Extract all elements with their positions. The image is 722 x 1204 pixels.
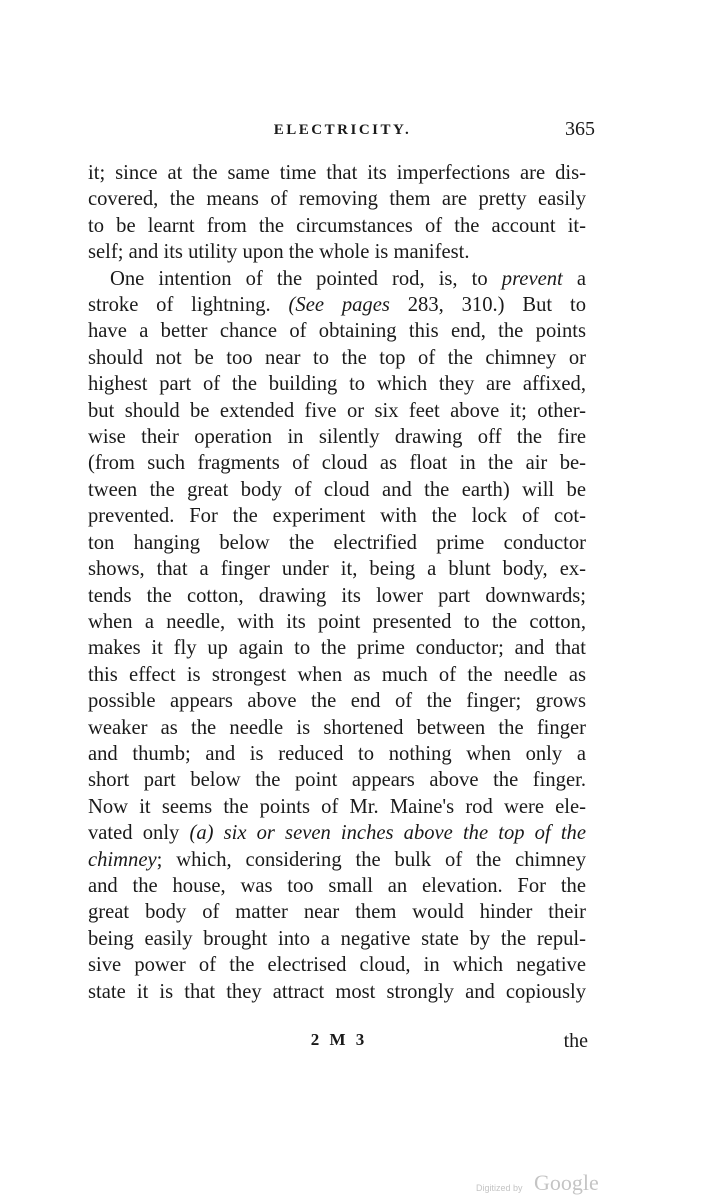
text-line <box>88 556 586 582</box>
text-segment: 283, 310.) But to <box>389 294 586 317</box>
text-segment: covered, the means of removing them are pretty easily <box>88 188 586 211</box>
text-line <box>88 741 586 767</box>
watermark-small-text: Digitized by <box>476 1183 523 1193</box>
text-segment: and thumb; and is reduced to nothing when only a <box>88 742 586 765</box>
text-line <box>88 530 586 556</box>
text-line <box>88 794 586 820</box>
text-line <box>88 820 586 846</box>
text-line <box>88 503 586 529</box>
text-segment: ; which, considering the bulk of the chimney <box>156 848 586 871</box>
google-logo-text: Google <box>534 1170 599 1195</box>
text-line <box>88 979 586 1005</box>
italic-text: (See pages <box>288 294 390 317</box>
text-segment: great body of matter near them would hinder their <box>88 901 586 924</box>
text-line <box>88 688 586 714</box>
text-line <box>88 239 586 265</box>
text-segment: stroke of lightning. <box>88 294 289 317</box>
italic-text: (a) six or seven inches above the top of the <box>189 822 586 845</box>
text-line <box>88 635 586 661</box>
text-segment: ton hanging below the electrified prime conductor <box>88 531 586 554</box>
text-segment: wise their operation in silently drawing off the fire <box>88 426 586 449</box>
page-number: 365 <box>565 118 595 140</box>
page-footer <box>90 1030 588 1060</box>
text-segment: Now it seems the points of Mr. Maine's rod were ele- <box>88 795 586 818</box>
text-line <box>88 318 586 344</box>
text-segment: short part below the point appears above the finger. <box>88 769 586 792</box>
text-segment: to be learnt from the circumstances of the account it- <box>88 214 586 237</box>
text-segment: state it is that they attract most strongly and copiously <box>88 980 586 1003</box>
text-segment: should not be too near to the top of the chimney or <box>88 346 586 369</box>
text-line <box>88 450 586 476</box>
text-segment: One intention of the pointed rod, is, to <box>110 267 502 290</box>
text-segment: and the house, was too small an elevation. For the <box>88 874 586 897</box>
text-line <box>88 424 586 450</box>
text-line <box>88 662 586 688</box>
text-segment: highest part of the building to which they are affixed, <box>88 373 586 396</box>
italic-text: prevent <box>501 267 563 290</box>
text-segment: being easily brought into a negative state by the repul- <box>88 927 586 950</box>
running-title: ELECTRICITY. <box>273 122 412 138</box>
text-line <box>88 899 586 925</box>
italic-text: chimney <box>88 848 157 871</box>
text-segment: this effect is strongest when as much of the needle as <box>88 663 586 686</box>
text-segment: self; and its utility upon the whole is manifest. <box>88 241 470 264</box>
digitized-watermark <box>476 1170 626 1200</box>
text-line <box>88 345 586 371</box>
text-segment: sive power of the electrised cloud, in which negative <box>88 954 586 977</box>
text-line <box>88 926 586 952</box>
text-segment: tween the great body of cloud and the earth) will be <box>88 478 586 501</box>
text-segment: possible appears above the end of the finger; grows <box>88 690 586 713</box>
body-text <box>88 160 586 1005</box>
text-segment: have a better chance of obtaining this end, the points <box>88 320 586 343</box>
text-segment: (from such fragments of cloud as float in the air be- <box>88 452 586 475</box>
text-line <box>88 213 586 239</box>
text-line <box>88 266 586 292</box>
text-segment: tends the cotton, drawing its lower part downwards; <box>88 584 586 607</box>
text-segment: weaker as the needle is shortened between the finger <box>88 716 586 739</box>
signature-mark: 2 M 3 <box>310 1030 368 1049</box>
text-line <box>88 847 586 873</box>
text-line <box>88 767 586 793</box>
text-line <box>88 160 586 186</box>
text-line <box>88 873 586 899</box>
text-line <box>88 952 586 978</box>
text-segment: prevented. For the experiment with the lock of cot- <box>88 505 586 528</box>
text-segment: when a needle, with its point presented to the cotton, <box>88 610 586 633</box>
running-head <box>90 118 595 148</box>
text-line <box>88 715 586 741</box>
text-line <box>88 292 586 318</box>
text-line <box>88 398 586 424</box>
text-segment: it; since at the same time that its imperfections are dis- <box>88 162 586 184</box>
text-segment: a <box>562 267 586 290</box>
text-line <box>88 371 586 397</box>
text-line <box>88 609 586 635</box>
text-line <box>88 477 586 503</box>
text-segment: but should be extended five or six feet above it; other- <box>88 399 586 422</box>
text-line <box>88 186 586 212</box>
text-segment: makes it fly up again to the prime conductor; and that <box>88 637 586 660</box>
catchword: the <box>563 1030 588 1052</box>
text-line <box>88 583 586 609</box>
text-segment: shows, that a finger under it, being a blunt body, ex- <box>88 558 586 581</box>
text-segment: vated only <box>88 822 190 845</box>
